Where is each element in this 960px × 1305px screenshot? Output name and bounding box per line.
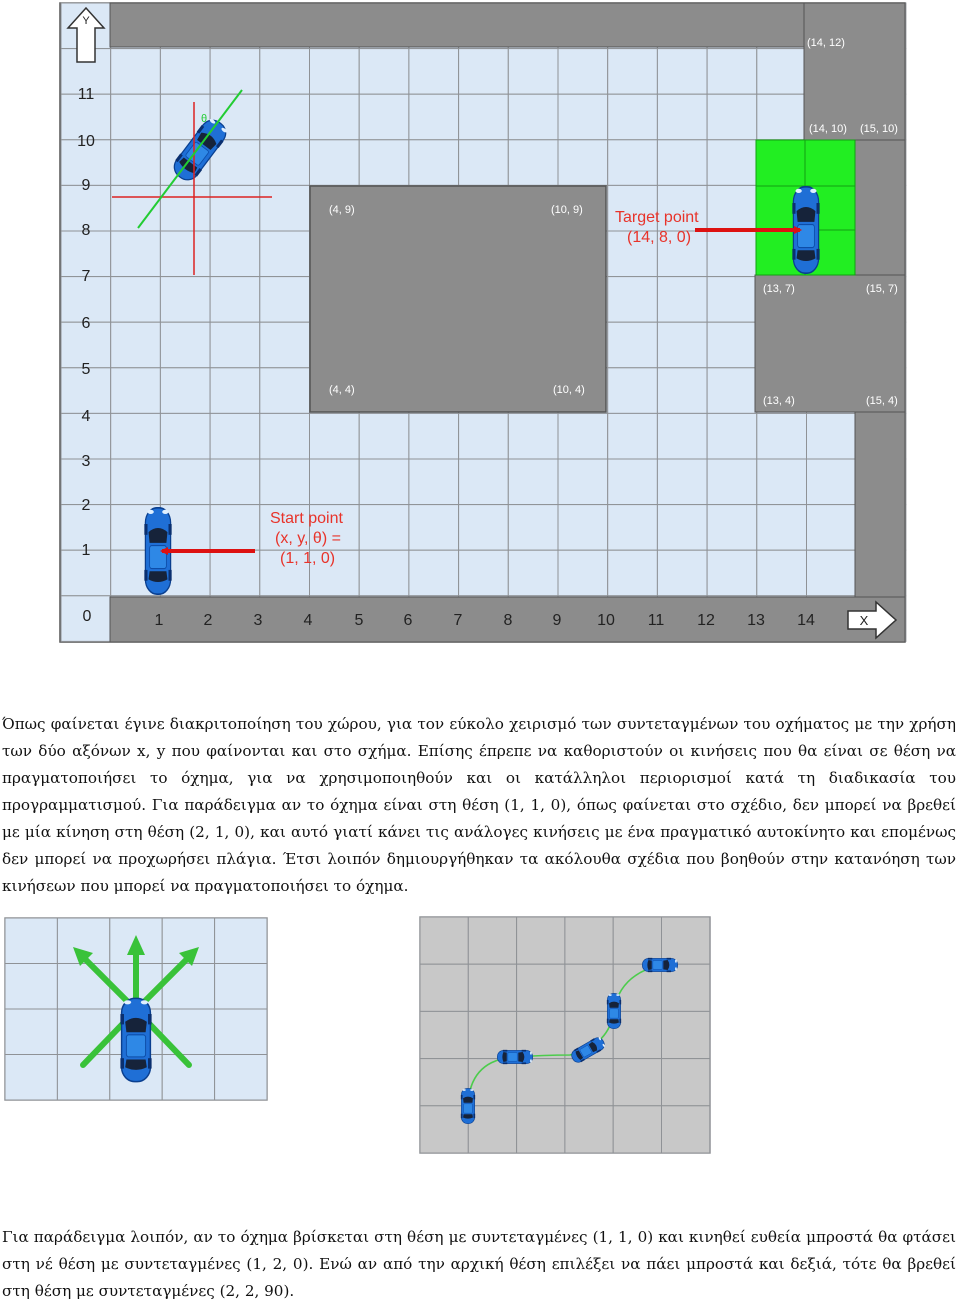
grid-cell xyxy=(210,231,260,277)
grid-cell xyxy=(210,277,260,323)
grid-cell xyxy=(359,505,409,551)
grid-cell xyxy=(210,322,260,368)
x-tick: 10 xyxy=(597,612,615,629)
grid-cell xyxy=(807,459,857,505)
grid-cell xyxy=(359,459,409,505)
grid-cell xyxy=(657,140,707,186)
grid-cell xyxy=(657,413,707,459)
theta-mark: θ xyxy=(201,113,208,125)
grid-cell xyxy=(468,1059,516,1106)
x-tick: 5 xyxy=(354,612,364,629)
parking-right-block xyxy=(855,140,905,275)
grid-cell xyxy=(409,550,459,596)
grid-cell xyxy=(707,413,757,459)
grid-cell xyxy=(260,413,310,459)
grid-cell xyxy=(260,231,310,277)
grid-cell xyxy=(111,277,161,323)
grid-cell xyxy=(260,185,310,231)
grid-cell xyxy=(613,1059,661,1106)
grid-cell xyxy=(517,1106,565,1153)
target-label-2: (14, 8, 0) xyxy=(627,229,692,246)
grid-cell xyxy=(468,1106,516,1153)
y-tick: 5 xyxy=(81,361,91,378)
grid-cell xyxy=(508,94,558,140)
grid-cell xyxy=(757,94,807,140)
grid-cell xyxy=(807,550,857,596)
y-tick: 7 xyxy=(81,268,91,285)
x-tick: 1 xyxy=(154,612,164,629)
x-axis-label: X xyxy=(859,613,869,628)
target-label-1: Target point xyxy=(615,209,699,226)
car-icon xyxy=(642,958,677,972)
map-figure xyxy=(60,3,906,642)
grid-cell xyxy=(160,368,210,414)
grid-cell xyxy=(657,277,707,323)
x-tick: 12 xyxy=(697,612,715,629)
grid-cell xyxy=(662,1011,710,1058)
grid-cell xyxy=(5,918,57,964)
grid-cell xyxy=(459,413,509,459)
y-tick: 10 xyxy=(77,133,95,150)
grid-cell xyxy=(160,49,210,95)
corner-label: (15, 4) xyxy=(866,395,898,407)
corner-label: (10, 9) xyxy=(551,204,583,216)
x-tick: 2 xyxy=(203,612,213,629)
corner-label: (4, 9) xyxy=(329,204,355,216)
grid-cell xyxy=(558,49,608,95)
grid-cell xyxy=(160,413,210,459)
grid-cell xyxy=(558,505,608,551)
parking-top-block xyxy=(804,3,905,140)
grid-cell xyxy=(111,231,161,277)
grid-cell xyxy=(210,49,260,95)
grid-cell xyxy=(57,964,109,1010)
grid-cell xyxy=(359,413,409,459)
grid-cell xyxy=(608,49,658,95)
y-tick: 9 xyxy=(81,177,91,194)
car-icon xyxy=(607,993,621,1028)
corner-label: (10, 4) xyxy=(553,384,585,396)
grid-cell xyxy=(757,413,807,459)
grid-cell xyxy=(215,1055,267,1101)
grid-cell xyxy=(657,322,707,368)
grid-cell xyxy=(707,49,757,95)
grid-cell xyxy=(558,550,608,596)
grid-cell xyxy=(160,185,210,231)
x-tick: 13 xyxy=(747,612,765,629)
grid-cell xyxy=(459,459,509,505)
grid-cell xyxy=(565,1106,613,1153)
grid-cell xyxy=(459,49,509,95)
grid-cell xyxy=(310,413,360,459)
start-label-3: (1, 1, 0) xyxy=(280,550,336,567)
grid-cell xyxy=(5,964,57,1010)
y-tick: 11 xyxy=(77,86,95,103)
x-tick: 4 xyxy=(303,612,313,629)
grid-cell xyxy=(565,1059,613,1106)
grid-cell xyxy=(707,185,757,231)
grid-cell xyxy=(420,1011,468,1058)
grid-cell xyxy=(210,185,260,231)
grid-cell xyxy=(111,140,161,186)
grid-cell xyxy=(409,94,459,140)
grid-cell xyxy=(657,550,707,596)
path-figure xyxy=(420,917,710,1153)
grid-cell xyxy=(508,459,558,505)
grid-cell xyxy=(310,140,360,186)
y-tick: 4 xyxy=(81,408,91,425)
grid-cell xyxy=(210,368,260,414)
grid-cell xyxy=(359,49,409,95)
grid-cell xyxy=(111,459,161,505)
grid-cell xyxy=(111,49,161,95)
grid-cell xyxy=(508,140,558,186)
grid-cell xyxy=(468,917,516,964)
car-icon xyxy=(120,998,151,1081)
grid-cell xyxy=(558,459,608,505)
grid-cell xyxy=(707,277,757,323)
grid-cell xyxy=(757,550,807,596)
x-tick: 14 xyxy=(797,612,815,629)
grid-cell xyxy=(111,368,161,414)
grid-cell xyxy=(707,459,757,505)
grid-cell xyxy=(359,94,409,140)
grid-cell xyxy=(459,505,509,551)
grid-cell xyxy=(210,413,260,459)
grid-cell xyxy=(662,917,710,964)
grid-cell xyxy=(111,322,161,368)
x-tick: 11 xyxy=(647,612,665,629)
grid-cell xyxy=(508,413,558,459)
y-axis-label: Y xyxy=(82,15,90,27)
grid-cell xyxy=(508,550,558,596)
right-wall-block xyxy=(855,412,905,597)
car-icon xyxy=(497,1050,532,1064)
grid-cell xyxy=(310,94,360,140)
grid-cell xyxy=(608,459,658,505)
grid-cell xyxy=(260,368,310,414)
grid-cell xyxy=(657,368,707,414)
grid-cell xyxy=(409,49,459,95)
y-tick: 8 xyxy=(81,222,91,239)
y-tick: 1 xyxy=(81,542,91,559)
grid-cell xyxy=(707,368,757,414)
x-tick: 7 xyxy=(453,612,463,629)
grid-cell xyxy=(459,550,509,596)
grid-cell xyxy=(608,140,658,186)
grid-cell xyxy=(409,140,459,186)
grid-cell xyxy=(662,1106,710,1153)
grid-cell xyxy=(558,94,608,140)
grid-cell xyxy=(613,917,661,964)
car-icon xyxy=(461,1088,475,1123)
corner-label: (14, 10) xyxy=(809,123,847,135)
x-tick: 3 xyxy=(253,612,263,629)
grid-cell xyxy=(409,459,459,505)
grid-cell xyxy=(162,964,214,1010)
grid-cell xyxy=(608,413,658,459)
y-tick: 6 xyxy=(81,315,91,332)
y-tick: 2 xyxy=(81,497,91,514)
grid-cell xyxy=(160,277,210,323)
grid-cell xyxy=(260,277,310,323)
grid-cell xyxy=(420,964,468,1011)
corner-label: (13, 7) xyxy=(763,283,795,295)
grid-cell xyxy=(215,918,267,964)
grid-cell xyxy=(210,505,260,551)
grid-cell xyxy=(260,140,310,186)
grid-cell xyxy=(160,322,210,368)
grid-cell xyxy=(558,413,608,459)
x-tick: 9 xyxy=(552,612,562,629)
grid-cell xyxy=(707,550,757,596)
grid-cell xyxy=(111,413,161,459)
grid-cell xyxy=(409,413,459,459)
grid-cell xyxy=(707,140,757,186)
grid-cell xyxy=(5,1009,57,1055)
paragraph-discretization: Όπως φαίνεται έγινε διακριτοποίηση του χώρου, για τον εύκολο χειρισμό των συντεταγμένων του οχήματος με την χρήση των δύο αξόνων x, y που φαίνονται και στο σχήμα. Επίσης έπρεπε να καθοριστούν οι κινήσεις που θα είναι σε θέση να πραγματοποιήσει το όχημα, για να χρησιμοποιηθούν και οι κατάλληλοι περιορισμοί κατά τη διαδικασία του προγραμματισμού. Για παράδειγμα αν το όχημα είναι στη θέση (1, 1, 0), όπως φαίνεται στο σχέδιο, δεν μπορεί να βρεθεί με μία κίνηση στη θέση (2, 1, 0), και αυτό γιατί κάνει τις ανάλογες κινήσεις με ένα πραγματικό αυτοκίνητο και επομένως δεν μπορεί να προχωρήσει πλάγια. Έτσι λοιπόν δημιουργήθηκαν τα ακόλουθα σχέδια που βοηθούν στην κατανόηση των κινήσεων που μπορεί να πραγματοποιήσει το όχημα. xyxy=(2,715,956,895)
grid-cell xyxy=(508,505,558,551)
grid-cell xyxy=(310,49,360,95)
grid-cell xyxy=(757,505,807,551)
corner-label: (15, 10) xyxy=(860,123,898,135)
grid-cell xyxy=(807,505,857,551)
grid-cell xyxy=(508,49,558,95)
grid-cell xyxy=(707,322,757,368)
grid-cell xyxy=(160,231,210,277)
grid-cell xyxy=(215,964,267,1010)
corner-label: (13, 4) xyxy=(763,395,795,407)
grid-cell xyxy=(608,277,658,323)
corner-label: (15, 7) xyxy=(866,283,898,295)
x-tick: 6 xyxy=(403,612,413,629)
top-wall xyxy=(110,3,804,47)
grid-cell xyxy=(210,550,260,596)
grid-cell xyxy=(5,1055,57,1101)
grid-cell xyxy=(215,1009,267,1055)
grid-cell xyxy=(517,917,565,964)
grid-cell xyxy=(608,505,658,551)
grid-cell xyxy=(359,140,409,186)
grid-cell xyxy=(757,459,807,505)
grid-cell xyxy=(359,550,409,596)
grid-cell xyxy=(459,94,509,140)
parking-bottom-block xyxy=(755,275,905,412)
grid-cell xyxy=(558,140,608,186)
grid-cell xyxy=(517,1059,565,1106)
grid-cell xyxy=(608,322,658,368)
grid-cell xyxy=(260,49,310,95)
grid-cell xyxy=(409,505,459,551)
grid-cell xyxy=(608,94,658,140)
grid-cell xyxy=(517,964,565,1011)
grid-cell xyxy=(565,964,613,1011)
start-label-2: (x, y, θ) = xyxy=(275,530,341,547)
x-tick: 8 xyxy=(503,612,513,629)
grid-cell xyxy=(459,140,509,186)
center-obstacle xyxy=(310,186,606,412)
grid-cell xyxy=(420,1106,468,1153)
y-tick: 3 xyxy=(81,453,91,470)
grid-cell xyxy=(608,550,658,596)
corner-label: (14, 12) xyxy=(807,37,845,49)
grid-cell xyxy=(608,368,658,414)
grid-cell xyxy=(260,322,310,368)
grid-cell xyxy=(210,459,260,505)
grid-cell xyxy=(420,917,468,964)
grid-cell xyxy=(707,231,757,277)
corner-label: (4, 4) xyxy=(329,384,355,396)
grid-cell xyxy=(260,94,310,140)
moves-figure xyxy=(5,918,267,1100)
grid-cell xyxy=(613,1106,661,1153)
grid-cell xyxy=(657,459,707,505)
grid-cell xyxy=(657,505,707,551)
start-label-1: Start point xyxy=(270,510,343,527)
grid-cell xyxy=(807,413,857,459)
y-tick: 0 xyxy=(82,608,92,625)
grid-cell xyxy=(662,1059,710,1106)
grid-cell xyxy=(260,459,310,505)
grid-cell xyxy=(707,505,757,551)
grid-cell xyxy=(111,94,161,140)
grid-cell xyxy=(707,94,757,140)
grid-cell xyxy=(160,459,210,505)
paragraph-example: Για παράδειγμα λοιπόν, αν το όχημα βρίσκεται στη θέση με συντεταγμένες (1, 1, 0) και κινηθεί ευθεία μπροστά θα φτάσει στη νέ θέση με συντεταγμένες (1, 2, 0). Ενώ αν από την αρχική θέση επιλέξει να πάει μπροστά και δεξιά, τότε θα βρεθεί στη θέση με συντεταγμένες (2, 2, 90). xyxy=(2,1228,956,1300)
grid-cell xyxy=(468,964,516,1011)
grid-cell xyxy=(757,49,807,95)
grid-cell xyxy=(657,94,707,140)
grid-cell xyxy=(565,917,613,964)
grid-cell xyxy=(310,459,360,505)
grid-cell xyxy=(657,49,707,95)
